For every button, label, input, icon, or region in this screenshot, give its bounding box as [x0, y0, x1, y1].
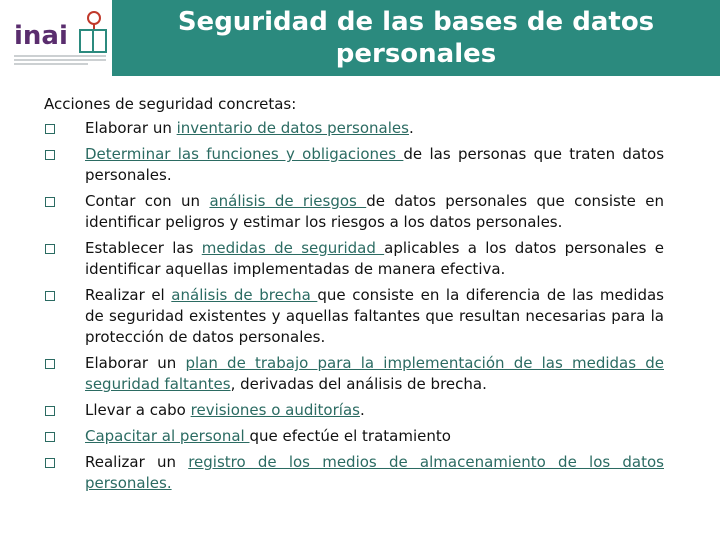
underlined-term: plan de trabajo para la implementación de las medidas de seguridad faltantes — [85, 354, 664, 393]
header — [0, 0, 720, 76]
inai-logo — [8, 4, 110, 74]
text-span: Contar con un — [85, 192, 210, 210]
list-item-text — [85, 238, 664, 280]
underlined-term: revisiones o auditorías — [190, 401, 360, 419]
text-span: Elaborar un — [85, 119, 177, 137]
list-item — [44, 118, 664, 139]
square-bullet-icon — [45, 406, 55, 416]
square-bullet-icon — [45, 124, 55, 134]
list-item — [44, 353, 664, 395]
square-bullet-icon — [45, 458, 55, 468]
inai-logo-icon — [8, 4, 110, 74]
square-bullet-icon — [45, 291, 55, 301]
list-item-text — [85, 191, 664, 233]
list-item-text — [85, 285, 664, 348]
square-bullet-icon — [45, 197, 55, 207]
list-item — [44, 426, 664, 447]
list-item-text — [85, 452, 664, 494]
text-span: , derivadas del análisis de brecha. — [230, 375, 487, 393]
content — [44, 94, 664, 499]
page-title: Seguridad de las bases de datos personales — [177, 7, 655, 69]
underlined-term: Capacitar al personal — [85, 427, 250, 445]
text-span: que consiste en la diferencia de las medidas de seguridad existentes y aquellas faltantes que resultan necesarias para la protección de datos personales. — [85, 286, 664, 346]
text-span: Llevar a cabo — [85, 401, 191, 419]
square-bullet-icon — [45, 244, 55, 254]
underlined-term: registro de los medios de almacenamiento de los datos personales. — [85, 453, 664, 492]
text-span: Realizar el — [85, 286, 172, 304]
square-bullet-icon — [45, 432, 55, 442]
intro-text: Acciones de seguridad concretas: — [44, 95, 297, 113]
list-item — [44, 285, 664, 348]
underlined-term: inventario de datos personales — [176, 119, 409, 137]
text-span: que efectúe el tratamiento — [249, 427, 451, 445]
text-span: aplicables a los datos personales e identificar aquellas implementadas de manera efectiva. — [85, 239, 664, 278]
title-bar — [112, 0, 720, 76]
text-span: de las personas que traten datos personales. — [85, 145, 665, 184]
text-span: . — [359, 401, 365, 419]
list-item-text — [85, 353, 664, 395]
list-item-text — [85, 400, 664, 421]
text-span: de datos personales que consiste en identificar peligros y estimar los riesgos a los datos personales. — [85, 192, 665, 231]
text-span: Elaborar un — [85, 354, 186, 372]
list-item-text — [85, 144, 664, 186]
list-item — [44, 144, 664, 186]
list-item-text — [85, 426, 664, 447]
list-item — [44, 238, 664, 280]
text-span: Realizar un — [85, 453, 189, 471]
underlined-term: análisis de riesgos — [209, 192, 367, 210]
square-bullet-icon — [45, 150, 55, 160]
list-item — [44, 400, 664, 421]
actions-list — [44, 118, 664, 494]
text-span: . — [408, 119, 414, 137]
list-item — [44, 191, 664, 233]
underlined-term: medidas de seguridad — [201, 239, 385, 257]
list-item-text — [85, 118, 664, 139]
underlined-term: análisis de brecha — [171, 286, 318, 304]
square-bullet-icon — [45, 359, 55, 369]
list-item — [44, 452, 664, 494]
text-span: Establecer las — [85, 239, 202, 257]
underlined-term: Determinar las funciones y obligaciones — [85, 145, 404, 163]
svg-text:inai: inai — [14, 21, 68, 51]
